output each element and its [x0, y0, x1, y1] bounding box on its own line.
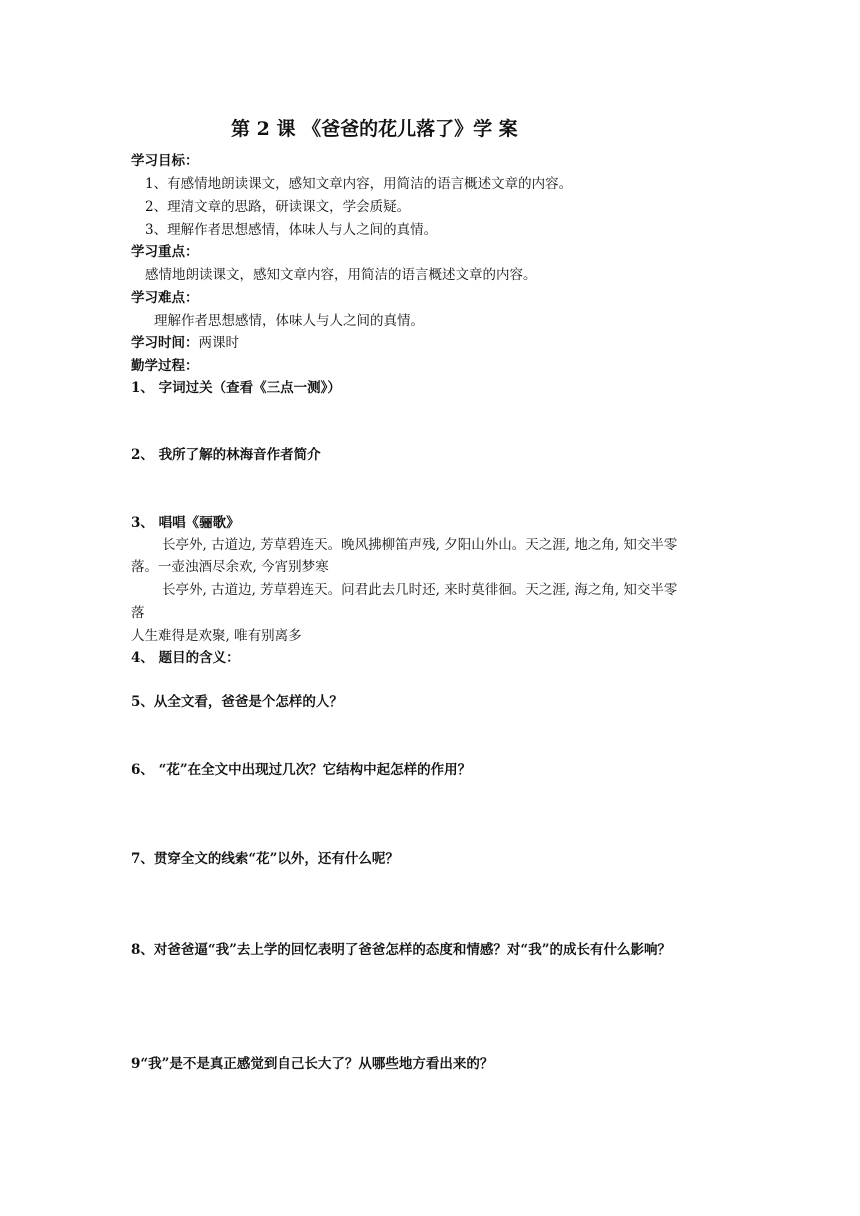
- focus-heading: 学习重点：: [131, 244, 199, 260]
- question-9: 9“我”是不是真正感觉到自己长大了？从哪些地方看出来的？: [131, 1056, 494, 1072]
- focus-text: 感情地朗读课文，感知文章内容，用简洁的语言概述文章的内容。: [145, 267, 537, 283]
- process-heading: 勤学过程：: [131, 358, 199, 374]
- question-6: 6、 “花”在全文中出现过几次？它结构中起怎样的作用？: [131, 762, 472, 778]
- question-7: 7、贯穿全文的线索“花”以外，还有什么呢？: [131, 851, 399, 867]
- goal-item: 2、理清文章的思路，研读课文，学会质疑。: [145, 199, 411, 215]
- question-8: 8、对爸爸逼“我”去上学的回忆表明了爸爸怎样的态度和情感？对“我”的成长有什么影响？: [131, 942, 671, 958]
- time-text: 两课时: [198, 335, 239, 351]
- question-4: 4、 题目的含义：: [131, 650, 240, 666]
- question-1: 1、 字词过关（查看《三点一测》）: [131, 380, 341, 396]
- page-title: 第 2 课 《爸爸的花儿落了》学 案: [231, 118, 518, 140]
- song-line: 长亭外, 古道边, 芳草碧连天。问君此去几时还, 来时莫徘徊。天之涯, 海之角, 知交半零: [162, 582, 678, 598]
- song-line: 长亭外, 古道边, 芳草碧连天。晚风拂柳笛声残, 夕阳山外山。天之涯, 地之角, 知交半零: [162, 537, 678, 553]
- time-heading: 学习时间：: [131, 335, 199, 351]
- difficulty-text: 理解作者思想感情，体味人与人之间的真情。: [154, 313, 424, 329]
- study-time: [131, 334, 239, 352]
- goals-heading: 学习目标：: [131, 153, 199, 169]
- goal-item: 1、有感情地朗读课文，感知文章内容，用简洁的语言概述文章的内容。: [145, 176, 573, 192]
- goal-item: 3、理解作者思想感情，体味人与人之间的真情。: [145, 222, 438, 238]
- song-line: 落: [131, 605, 145, 621]
- question-3: 3、 唱唱《骊歌》: [131, 515, 240, 531]
- question-5: 5、从全文看，爸爸是个怎样的人？: [131, 694, 343, 710]
- difficulty-heading: 学习难点：: [131, 290, 199, 306]
- song-line: 人生难得是欢聚, 唯有别离多: [131, 628, 302, 644]
- song-line: 落。一壶浊酒尽余欢, 今宵别梦寒: [131, 559, 329, 575]
- question-2: 2、 我所了解的林海音作者简介: [131, 447, 321, 463]
